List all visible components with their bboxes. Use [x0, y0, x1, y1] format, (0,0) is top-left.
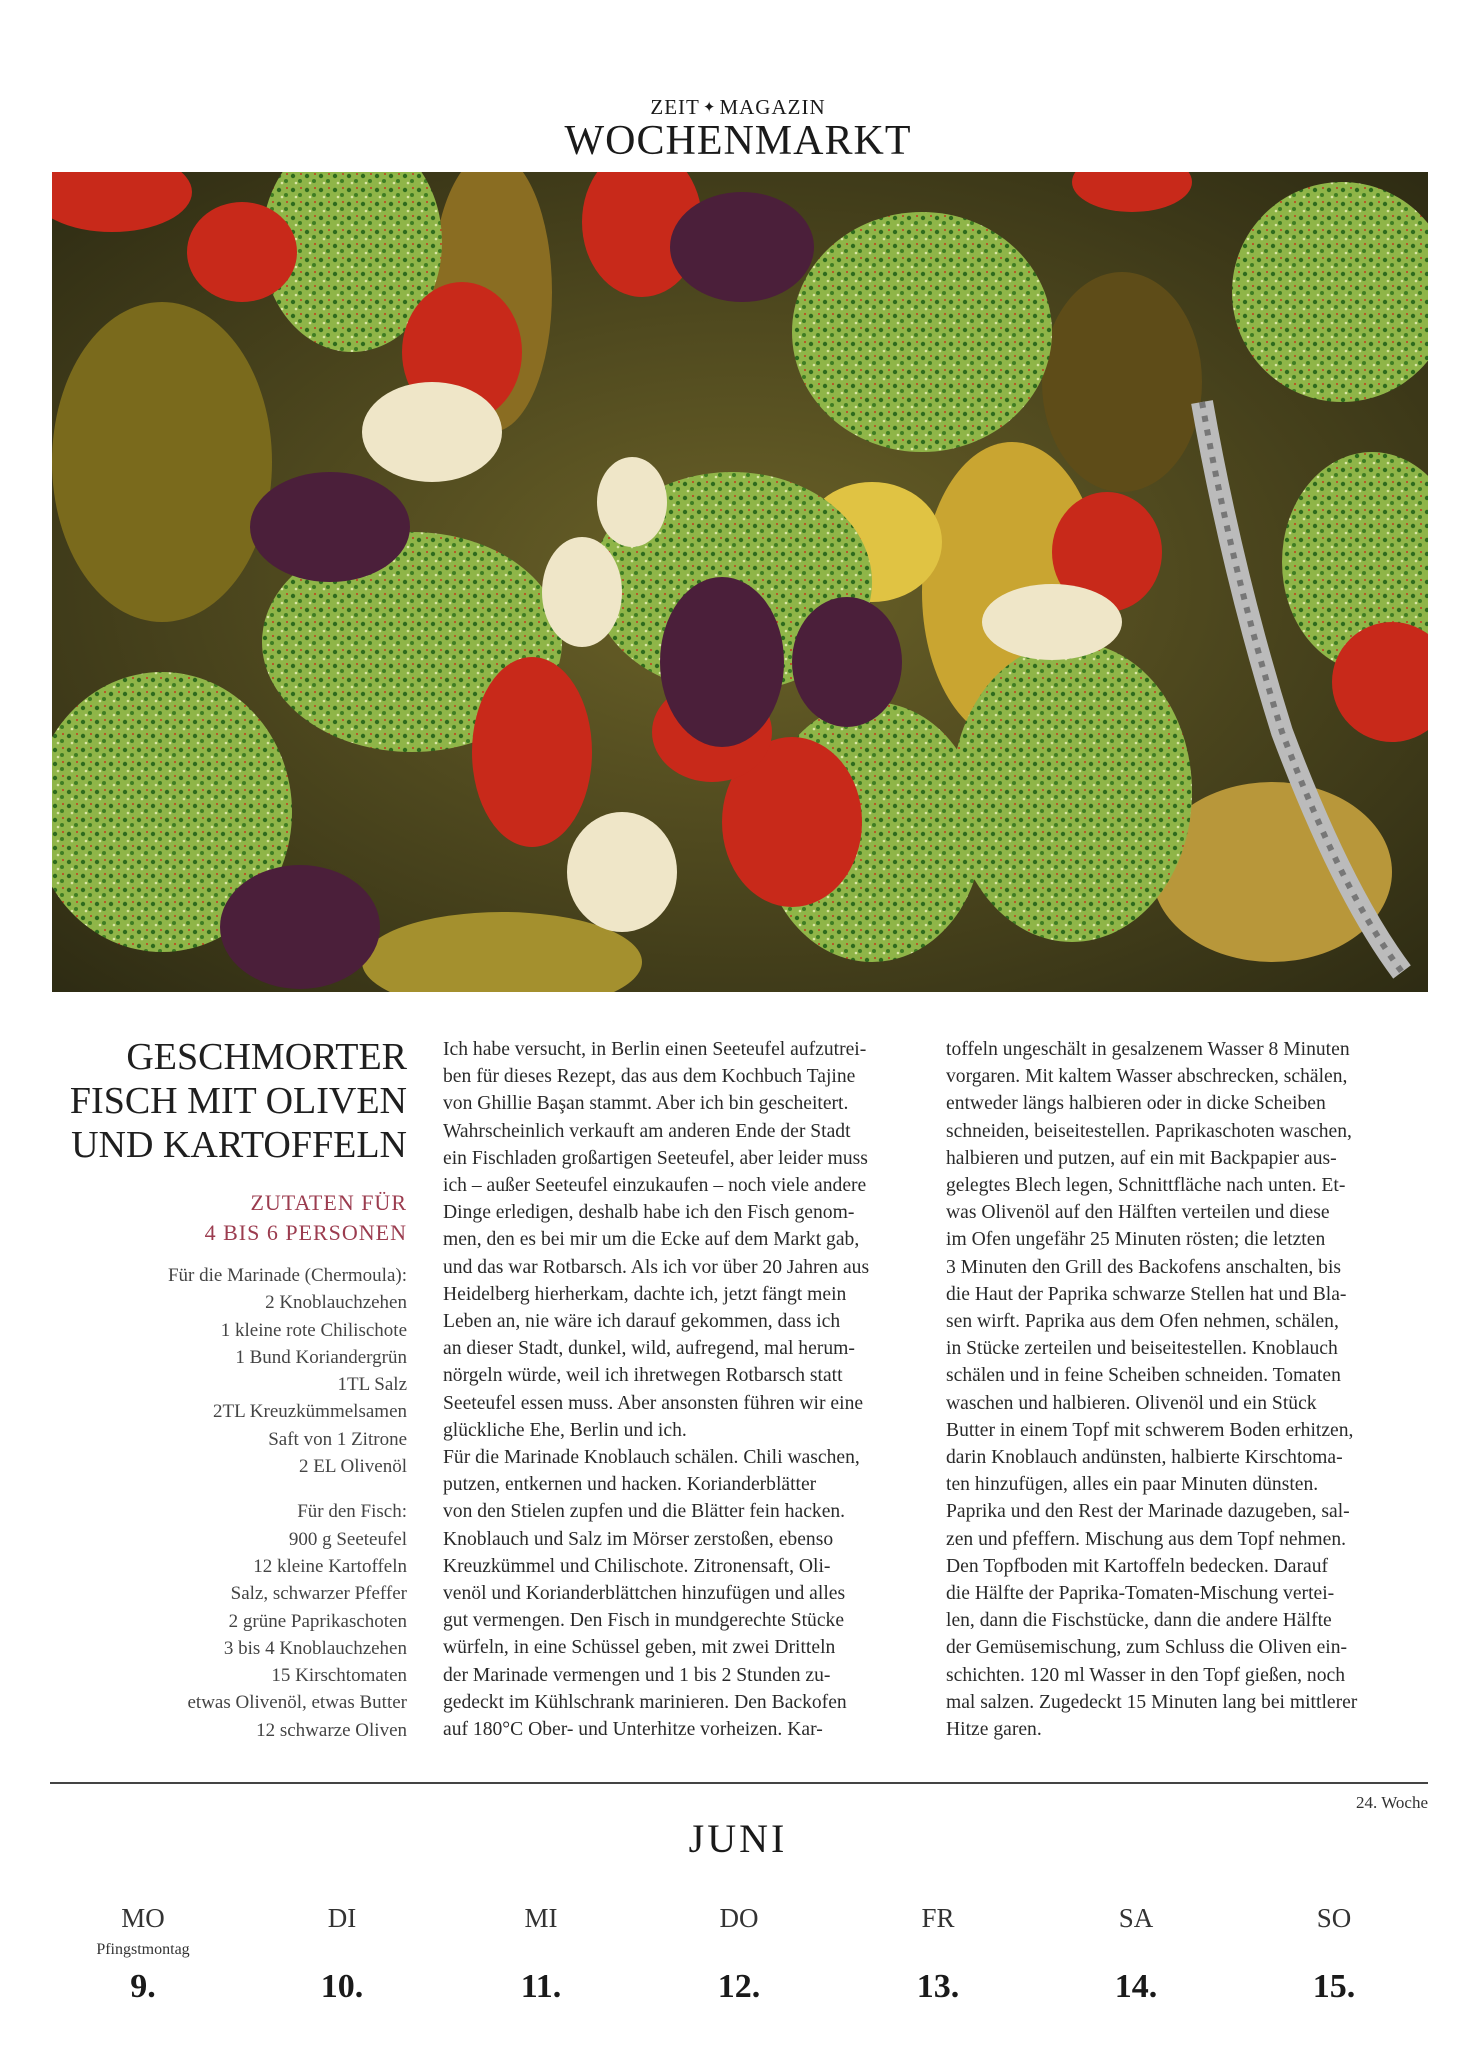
- ingredient-line: 12 kleine Kartoffeln: [253, 1555, 407, 1577]
- day-number: 10.: [320, 1968, 364, 2005]
- recipe-text-column-1: Ich habe versucht, in Berlin einen Seeteufel aufzutrei- ben für dieses Rezept, das aus dem Kochbuch Tajine von Ghillie Başan stammt. Aber ich bin gescheitert. Wahrscheinlich verkauft am anderen Ende der Stadt ein Fischladen großartigen Seeteufel, aber leider muss ich – außer Seeteufel einzukaufen – noch viele andere Dinge erledigen, deshalb habe ich den Fisch genom- men, den es bei mir um die Ecke auf dem Markt gab, und das war Rotbarsch. Als ich vor über 20 Jahren aus Heidelberg hierherkam, dachte ich, jetzt fängt mein Leben an, nie wäre ich darauf gekommen, dass ich an dieser Stadt, dunkel, wild, aufregend, mal herum- nörgeln würde, weil ich ihretwegen Rotbarsch statt Seeteufel essen muss. Aber ansonsten führen wir eine glückliche Ehe, Berlin und ich. Für die Marinade Knoblauch schälen. Chili waschen, putzen, entkernen und hacken. Korianderblätter von den Stielen zupfen und die Blätter fein hacken. Knoblauch und Salz im Mörser zerstoßen, ebenso Kreuzkümmel und Chilischote. Zitronensaft, Oli- venöl und Korianderblättchen hinzufügen und alles gut vermengen. Den Fisch in mundgerechte Stücke würfeln, in eine Schüssel geben, mit zwei Dritteln der Marinade vermengen und 1 bis 2 Stunden zu- gedeckt im Kühlschrank marinieren. Den Backofen auf 180°C Ober- und Unterhitze vorheizen. Kar-: [443, 1039, 870, 1741]
- ingredient-line: 2 grüne Paprikaschoten: [228, 1610, 407, 1632]
- ingredient-line: 12 schwarze Oliven: [256, 1719, 407, 1741]
- ingredient-line: 1 Bund Koriandergrün: [235, 1346, 407, 1368]
- ingredient-list: [52, 1262, 407, 1762]
- ingredient-line: 900 g Seeteufel: [288, 1528, 407, 1550]
- day-name: SA: [1118, 1903, 1154, 1933]
- month-title: JUNI: [688, 1816, 788, 1861]
- day-saturday: [1056, 1903, 1216, 2005]
- holiday-label: Pfingstmontag: [96, 1941, 190, 1958]
- day-number: 9.: [130, 1968, 156, 2005]
- ingredient-line: Für die Marinade (Chermoula):: [167, 1265, 407, 1286]
- ingredient-line: 2 Knoblauchzehen: [265, 1292, 407, 1314]
- ingredient-line: 2 EL Olivenöl: [299, 1456, 407, 1478]
- day-tuesday: [262, 1903, 422, 2005]
- day-name: MI: [524, 1903, 558, 1933]
- divider: [50, 1782, 1428, 1784]
- ingredient-line: etwas Olivenöl, etwas Butter: [187, 1692, 407, 1714]
- week-number: 24. Woche: [1356, 1793, 1428, 1812]
- day-number: 11.: [520, 1968, 562, 2005]
- day-number: 12.: [717, 1968, 761, 2005]
- ingredient-line: 1 kleine rote Chilischote: [220, 1319, 407, 1341]
- ingredient-line: 15 Kirschtomaten: [271, 1665, 407, 1687]
- ingredient-group-fish: [52, 1498, 407, 1744]
- ingredient-line: 1TL Salz: [337, 1374, 407, 1396]
- recipe-text-column-2: toffeln ungeschält in gesalzenem Wasser 8 Minuten vorgaren. Mit kaltem Wasser abschrecken, schälen, entweder längs halbieren oder in dicke Scheiben schneiden, beiseitestellen. Paprikaschoten waschen, halbieren und putzen, auf ein mit Backpapier aus- gelegtes Blech legen, Schnittfläche nach unten. Et- was Olivenöl auf den Hälften verteilen und diese im Ofen ungefähr 25 Minuten rösten; die letzten 3 Minuten den Grill des Backofens anschalten, bis die Haut der Paprika schwarze Stellen hat und Bla- sen wirft. Paprika aus dem Ofen nehmen, schälen, in Stücke zerteilen und beiseitestellen. Knoblauch schälen und in feine Scheiben schneiden. Tomaten waschen und halbieren. Olivenöl und ein Stück Butter in einem Topf mit schwerem Boden erhitzen, darin Knoblauch andünsten, halbierte Kirschtoma- ten hinzufügen, alles ein paar Minuten dünsten. Paprika und den Rest der Marinade dazugeben, sal- zen und pfeffern. Mischung aus dem Topf nehmen. Den Topfboden mit Kartoffeln bedecken. Darauf die Hälfte der Paprika-Tomaten-Mischung vertei- len, dann die Fischstücke, dann die andere Hälfte der Gemüsemischung, zum Schluss die Oliven ein- schichten. 120 ml Wasser in den Topf gießen, noch mal salzen. Zugedeckt 15 Minuten lang bei mittlerer Hitze garen.: [946, 1039, 1358, 1741]
- week-days: [0, 1903, 1476, 2023]
- ingredient-line: 3 bis 4 Knoblauchzehen: [223, 1637, 407, 1659]
- food-photo: [52, 172, 1428, 992]
- masthead: [0, 96, 1476, 163]
- logo-left-word: ZEIT: [650, 95, 700, 119]
- day-name: SO: [1316, 1903, 1352, 1933]
- day-wednesday: [461, 1903, 621, 2005]
- ingredient-line: Salz, schwarzer Pfeffer: [230, 1583, 407, 1605]
- logo-right-word: MAGAZIN: [719, 95, 826, 119]
- ingredient-line: Saft von 1 Zitrone: [268, 1428, 407, 1450]
- ingredient-line: 2TL Kreuzkümmelsamen: [213, 1401, 407, 1423]
- day-name: DO: [719, 1903, 759, 1933]
- day-number: 15.: [1312, 1968, 1356, 2005]
- zeit-magazin-logo: [0, 96, 1476, 119]
- recipe-title: GESCHMORTER FISCH MIT OLIVEN UND KARTOFFELN: [69, 1036, 407, 1166]
- day-thursday: [659, 1903, 819, 2005]
- day-name: DI: [327, 1903, 357, 1933]
- day-monday: [63, 1903, 223, 2005]
- ingredient-group-marinade: [52, 1262, 407, 1480]
- food-photo-illustration: [52, 172, 1428, 992]
- day-number: 14.: [1114, 1968, 1158, 2005]
- ingredients-heading: ZUTATEN FÜR 4 BIS 6 PERSONEN: [204, 1190, 407, 1245]
- day-name: MO: [121, 1903, 165, 1933]
- day-name: FR: [921, 1903, 955, 1933]
- ingredient-line: Für den Fisch:: [297, 1501, 407, 1523]
- wochenmarkt-logo: WOCHENMARKT: [564, 118, 912, 164]
- day-sunday: [1254, 1903, 1414, 2005]
- day-friday: [858, 1903, 1018, 2005]
- day-number: 13.: [916, 1968, 960, 2005]
- owl-icon: ✦: [702, 100, 717, 116]
